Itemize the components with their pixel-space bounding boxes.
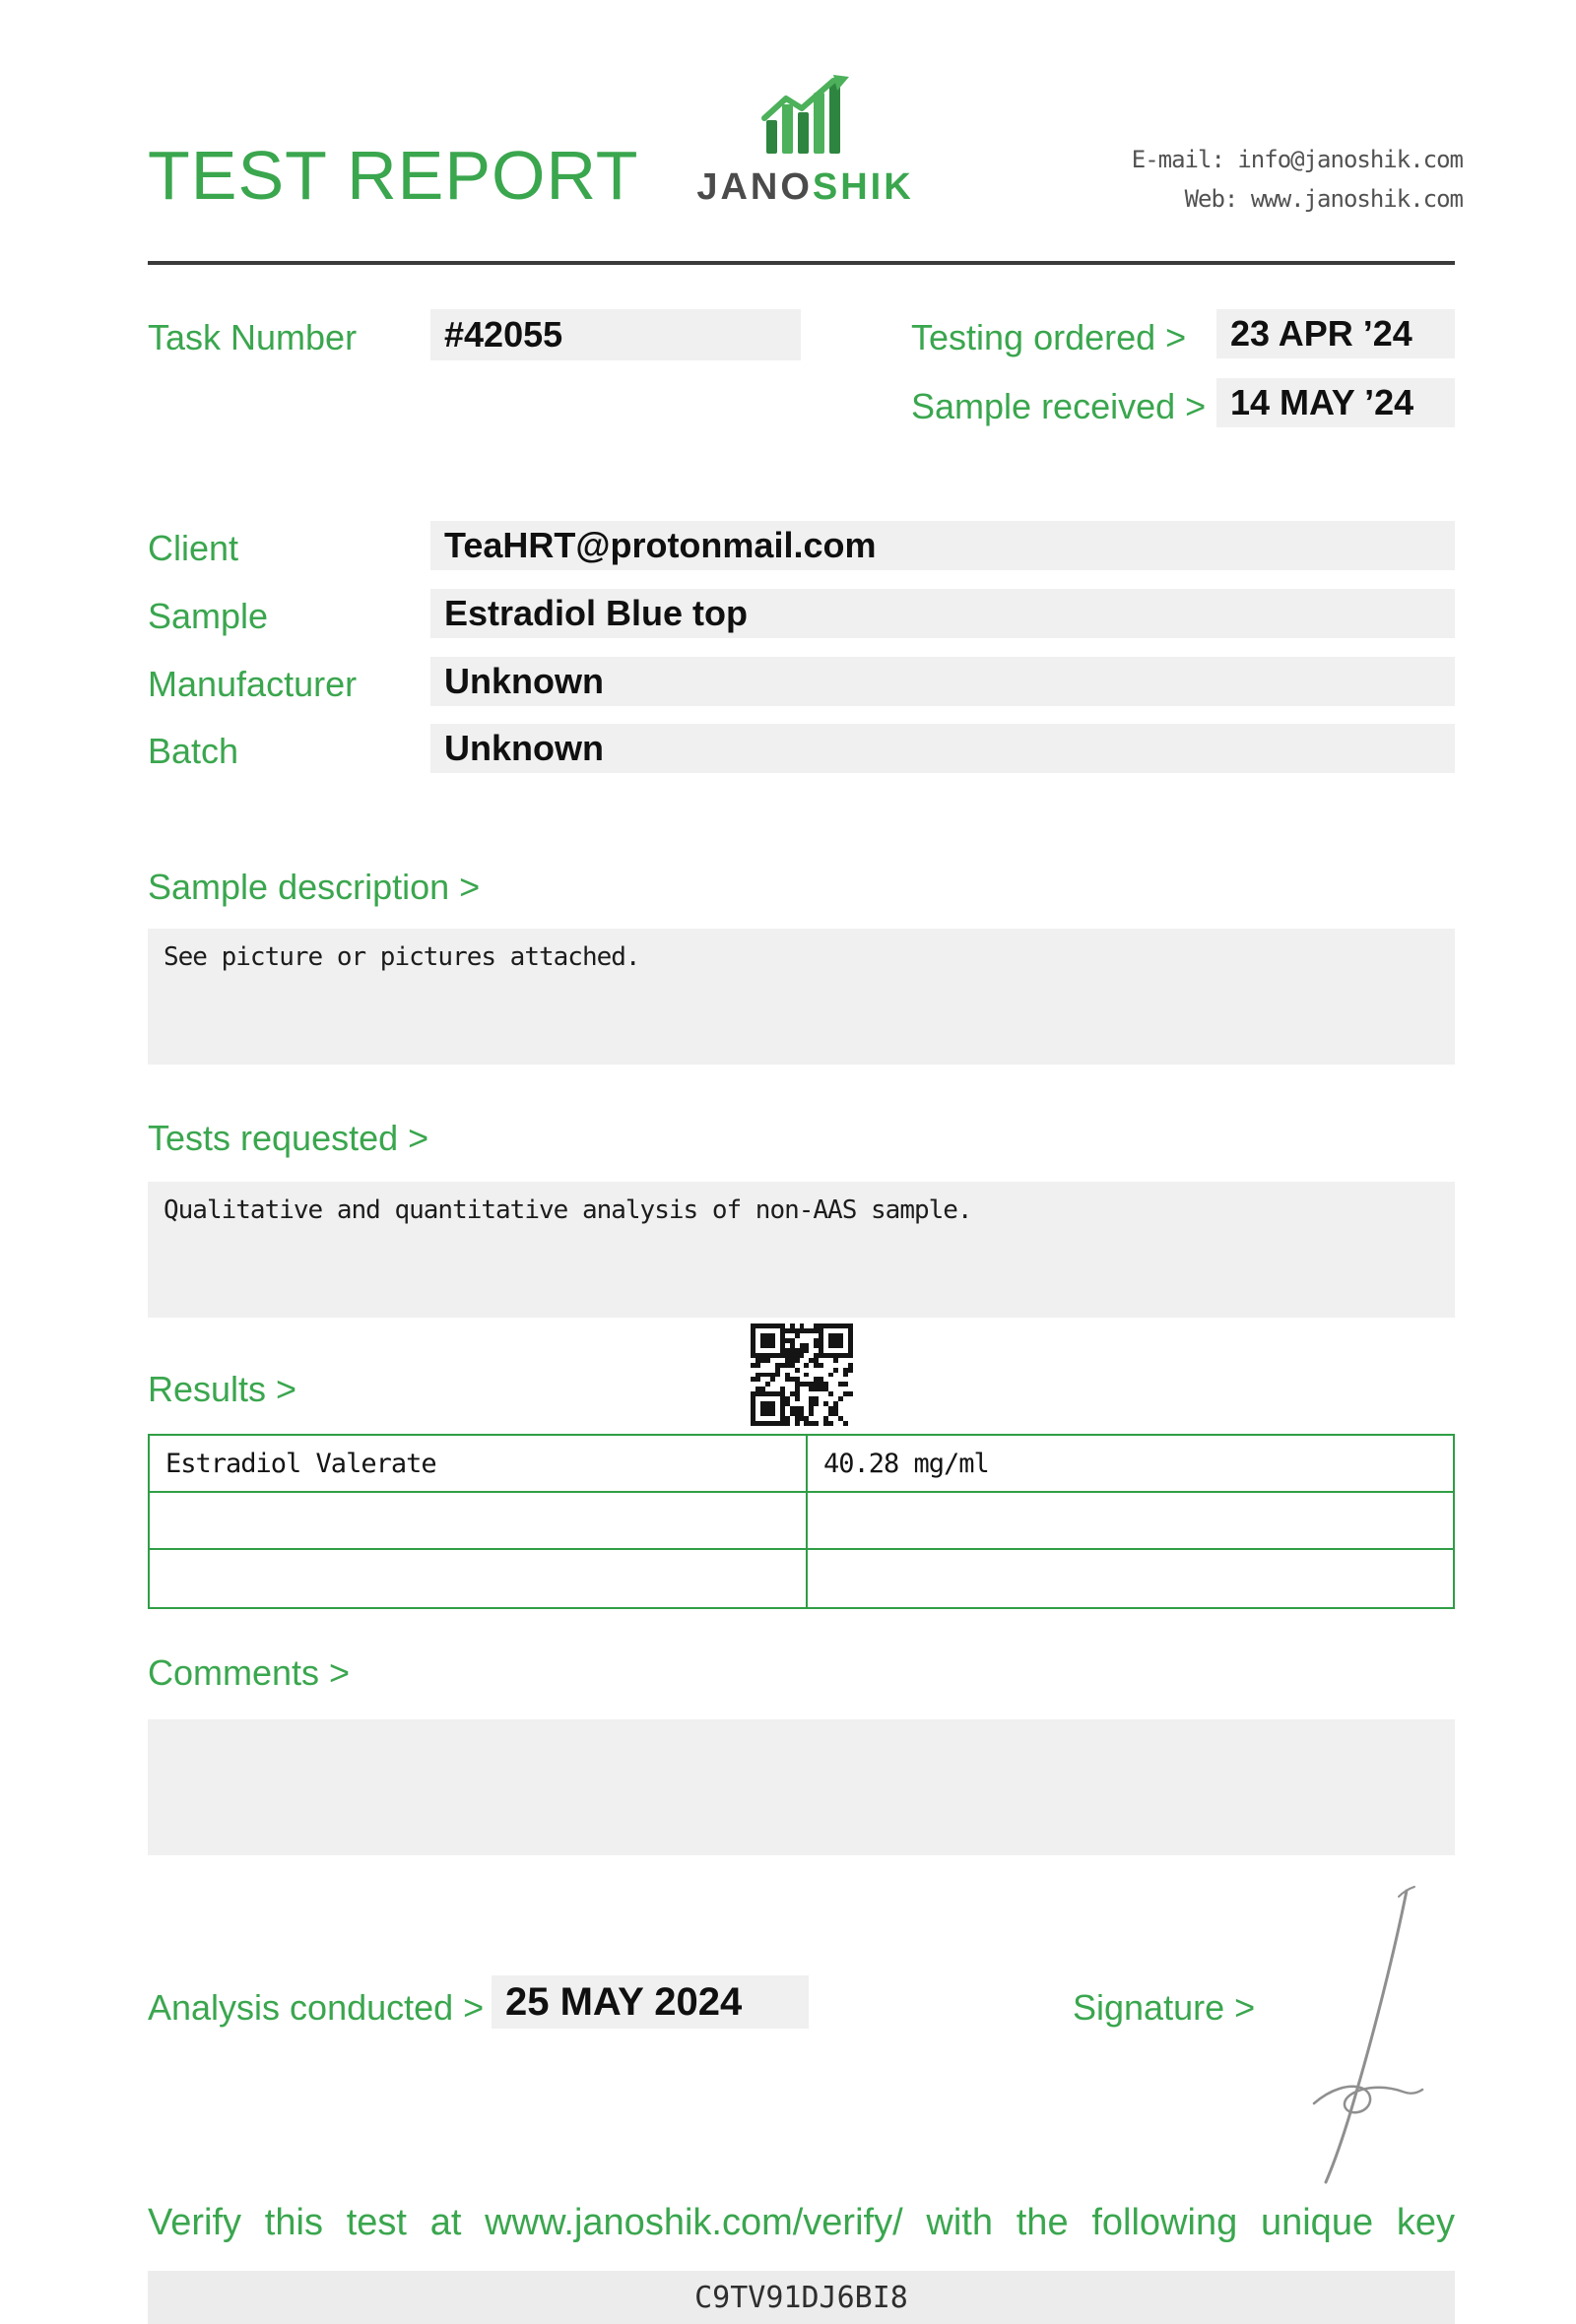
- client-label: Client: [148, 528, 239, 568]
- table-row: [150, 1550, 1453, 1607]
- verify-key: C9TV91DJ6BI8: [694, 2280, 908, 2315]
- batch-label: Batch: [148, 731, 239, 771]
- result-substance: Estradiol Valerate: [150, 1436, 808, 1491]
- result-amount: 40.28 mg/ml: [823, 1448, 989, 1479]
- task-number-label: Task Number: [148, 317, 358, 357]
- comments-heading: Comments >: [148, 1652, 351, 1693]
- tests-requested-heading: Tests requested >: [148, 1118, 429, 1158]
- testing-ordered-label: Testing ordered >: [911, 317, 1187, 357]
- results-table: [148, 1434, 1455, 1609]
- batch-value: Unknown: [430, 724, 1455, 773]
- task-number-value: #42055: [430, 309, 801, 360]
- sample-value: Estradiol Blue top: [430, 589, 1455, 638]
- signature-image: [1280, 1881, 1448, 2196]
- client-value: TeaHRT@protonmail.com: [430, 521, 1455, 570]
- web-value: www.janoshik.com: [1250, 185, 1463, 213]
- comments-box: [148, 1719, 1455, 1855]
- analysis-conducted-label: Analysis conducted >: [148, 1987, 485, 2028]
- sample-received-date: 14 MAY ’24: [1216, 378, 1455, 427]
- tests-requested-text: Qualitative and quantitative analysis of non-AAS sample.: [164, 1195, 972, 1225]
- logo-bar-chart-icon: [758, 75, 853, 160]
- web-label: Web:: [1184, 185, 1238, 213]
- sample-description-box: [148, 929, 1455, 1065]
- sample-description-heading: Sample description >: [148, 867, 481, 907]
- verify-instruction: Verify this test at www.janoshik.com/verify/ with the following unique key: [148, 2202, 1455, 2243]
- email-value: info@janoshik.com: [1237, 146, 1463, 173]
- sample-label: Sample: [148, 596, 269, 636]
- testing-ordered-date: 23 APR ’24: [1216, 309, 1455, 358]
- logo-wordmark: [685, 166, 926, 209]
- result-substance: [150, 1550, 808, 1607]
- manufacturer-value: Unknown: [430, 657, 1455, 706]
- sample-received-label: Sample received >: [911, 386, 1207, 426]
- qr-code: [751, 1323, 853, 1426]
- table-row: [150, 1436, 1453, 1493]
- comments-text: [148, 1719, 1455, 1747]
- manufacturer-label: Manufacturer: [148, 664, 358, 704]
- result-amount: [808, 1550, 1453, 1607]
- contact-block: [1132, 140, 1463, 219]
- contact-email-line: [1132, 140, 1463, 179]
- contact-web-line: [1132, 179, 1463, 219]
- header-divider: [148, 261, 1455, 265]
- table-row: [150, 1493, 1453, 1550]
- janoshik-logo: [685, 75, 926, 209]
- email-label: E-mail:: [1131, 146, 1224, 173]
- results-heading: Results >: [148, 1369, 297, 1409]
- page-title: TEST REPORT: [148, 137, 639, 214]
- verify-key-box: [148, 2271, 1455, 2324]
- signature-label: Signature >: [1073, 1987, 1256, 2028]
- logo-text-shik: SHIK: [812, 166, 914, 208]
- tests-requested-box: [148, 1182, 1455, 1318]
- result-substance: [150, 1493, 808, 1548]
- logo-text-jano: JANO: [696, 166, 813, 208]
- sample-description-text: See picture or pictures attached.: [164, 942, 640, 972]
- result-amount: [808, 1493, 1453, 1548]
- analysis-date: 25 MAY 2024: [492, 1975, 809, 2029]
